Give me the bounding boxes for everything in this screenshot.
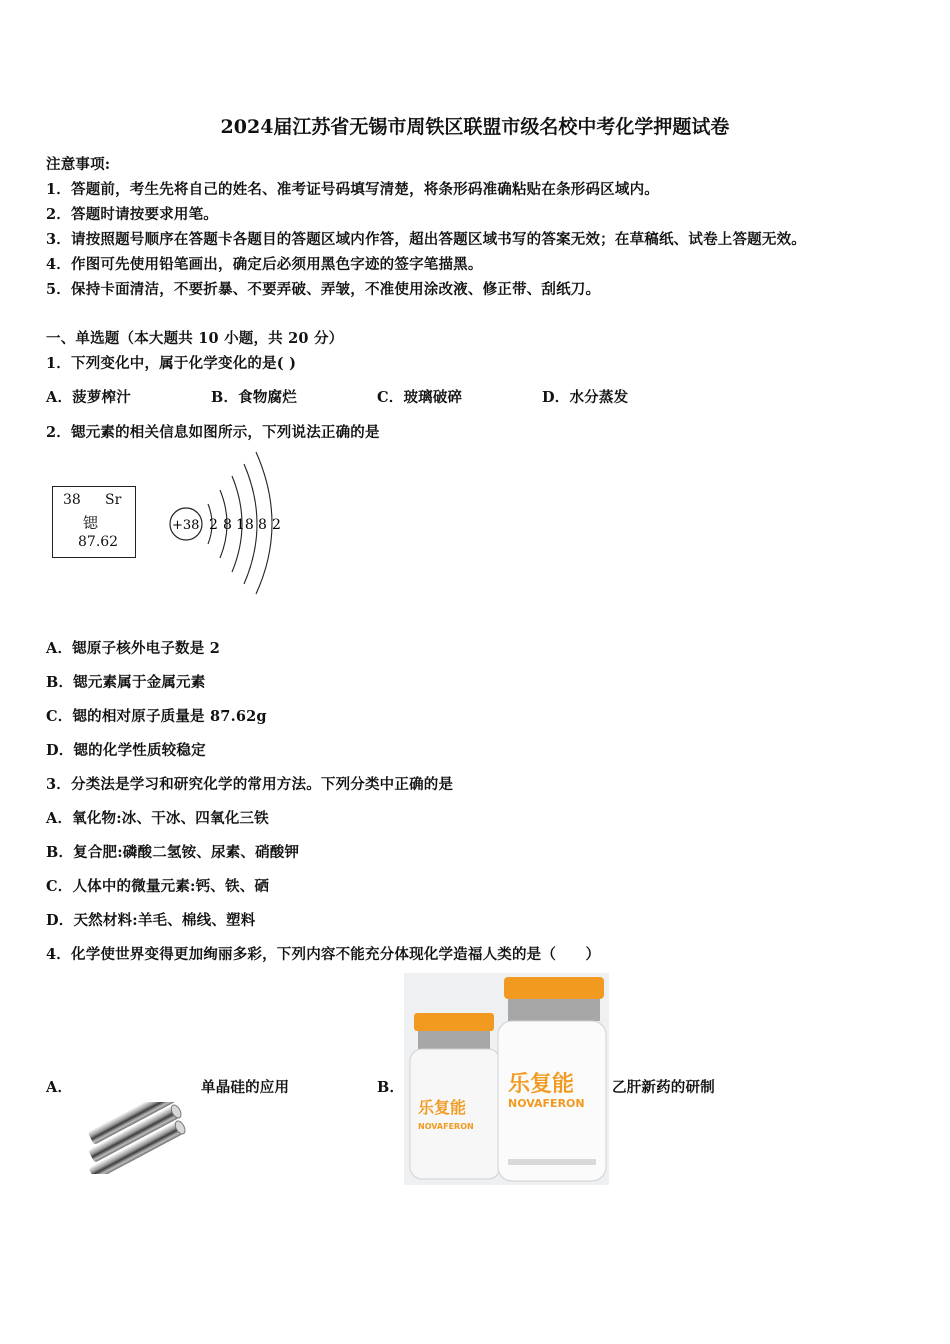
option-text: 食物腐烂 [238, 389, 297, 406]
notice-item: 3．请按照题号顺序在答题卡各题目的答题区域内作答，超出答题区域书写的答案无效；在草稿纸、试卷上答题无效。 [46, 231, 806, 248]
option-label: B． [46, 844, 74, 861]
option-label: A． [46, 640, 73, 657]
silicon-rods-image [74, 1102, 200, 1174]
q2-option-c[interactable] [46, 705, 267, 726]
option-text: 锶元素属于金属元素 [73, 674, 206, 691]
question-2-stem: 2．锶元素的相关信息如图所示，下列说法正确的是 [46, 424, 380, 441]
option-text: 复合肥:磷酸二氢铵、尿素、硝酸钾 [73, 844, 300, 861]
shell-electron-count: 18 [236, 517, 254, 533]
option-label: A． [46, 810, 73, 827]
notice-item: 2．答题时请按要求用笔。 [46, 206, 218, 223]
shell-electron-count: 2 [209, 517, 218, 533]
shell-electron-count: 8 [223, 517, 232, 533]
question-4-stem: 4．化学使世界变得更加绚丽多彩，下列内容不能充分体现化学造福人类的是（ ） [46, 946, 601, 963]
nucleus-charge: +38 [172, 518, 200, 533]
bottle-brand-en: NOVAFERON [418, 1122, 474, 1131]
q4-option-a-label[interactable]: A． [46, 1079, 73, 1096]
q2-option-a[interactable] [46, 637, 220, 658]
element-name: 锶 [83, 514, 99, 532]
q4-option-a-text: 单晶硅的应用 [201, 1079, 290, 1096]
q3-option-a[interactable] [46, 807, 269, 828]
q4-option-b-label[interactable]: B． [377, 1079, 405, 1096]
element-symbol: Sr [105, 492, 122, 508]
question-3-stem: 3．分类法是学习和研究化学的常用方法。下列分类中正确的是 [46, 776, 454, 793]
q3-option-d[interactable] [46, 909, 255, 930]
q1-option-b[interactable] [211, 386, 297, 407]
bottle-brand-en: NOVAFERON [508, 1097, 585, 1110]
notice-heading: 注意事项: [46, 156, 111, 173]
option-text: 天然材料:羊毛、棉线、塑料 [73, 912, 256, 929]
atom-structure-diagram [160, 446, 290, 596]
q1-option-c[interactable] [377, 386, 462, 407]
atomic-mass: 87.62 [78, 534, 119, 550]
periodic-table-cell [52, 486, 136, 558]
option-text: 玻璃破碎 [403, 389, 463, 406]
section-heading: 一、单选题（本大题共 10 小题，共 20 分） [46, 330, 344, 347]
option-text: 菠萝榨汁 [72, 389, 131, 406]
option-label: D． [46, 742, 74, 759]
option-label: D． [46, 912, 74, 929]
option-text: 锶原子核外电子数是 2 [72, 640, 220, 657]
q1-option-d[interactable] [542, 386, 628, 407]
option-label: B． [46, 674, 74, 691]
option-label: D． [542, 389, 570, 406]
q2-option-d[interactable] [46, 739, 206, 760]
option-label: C． [46, 878, 73, 895]
notice-item: 5．保持卡面清洁，不要折暴、不要弄破、弄皱，不准使用涂改液、修正带、刮纸刀。 [46, 281, 601, 298]
option-text: 水分蒸发 [569, 389, 629, 406]
notice-item: 1．答题前，考生先将自己的姓名、准考证号码填写清楚，将条形码准确粘贴在条形码区域内。 [46, 181, 659, 198]
option-text: 锶的相对原子质量是 87.62g [72, 708, 267, 725]
notice-item: 4．作图可先使用铅笔画出，确定后必须用黑色字迹的签字笔描黑。 [46, 256, 483, 273]
option-text: 锶的化学性质较稳定 [73, 742, 206, 759]
q4-option-b-text: 乙肝新药的研制 [612, 1079, 715, 1096]
bottle-brand-cn: 乐复能 [508, 1072, 575, 1097]
q2-option-b[interactable] [46, 671, 205, 692]
shell-electron-count: 2 [272, 517, 281, 533]
option-text: 人体中的微量元素:钙、铁、硒 [72, 878, 270, 895]
page-title: 2024届江苏省无锡市周铁区联盟市级名校中考化学押题试卷 [220, 116, 730, 138]
option-label: B． [211, 389, 239, 406]
shell-electron-count: 8 [258, 517, 267, 533]
option-label: C． [46, 708, 73, 725]
option-text: 氧化物:冰、干冰、四氧化三铁 [72, 810, 269, 827]
option-label: A． [46, 389, 73, 406]
q3-option-b[interactable] [46, 841, 299, 862]
q3-option-c[interactable] [46, 875, 269, 896]
atomic-number: 38 [63, 492, 81, 508]
q1-option-a[interactable] [46, 386, 131, 407]
bottle-brand-cn: 乐复能 [418, 1098, 467, 1117]
medicine-bottles-image [404, 973, 609, 1185]
option-label: C． [377, 389, 404, 406]
question-1-stem: 1．下列变化中，属于化学变化的是( ) [46, 355, 297, 372]
